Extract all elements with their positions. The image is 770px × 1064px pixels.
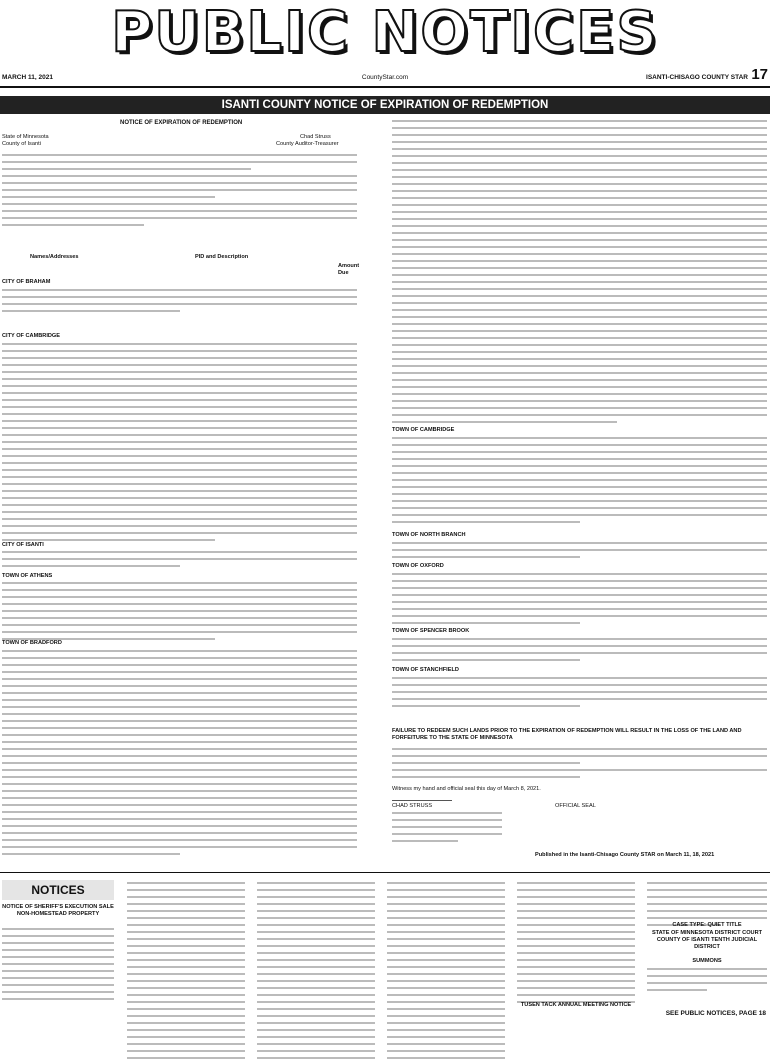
city-cambridge: CITY OF CAMBRIDGE <box>2 333 61 339</box>
signature-name: CHAD STRUSS <box>392 803 433 809</box>
folio-line <box>0 68 770 84</box>
published-line: Published in the Isanti-Chisago County STAR on March 11, 18, 2021 <box>535 852 715 858</box>
notice-heading: NOTICE OF EXPIRATION OF REDEMPTION <box>120 120 243 126</box>
section-rule <box>0 872 770 873</box>
town-stanchfield: TOWN OF STANCHFIELD <box>392 667 459 673</box>
county-line: County of Isanti <box>2 141 41 147</box>
page-number: 17 <box>751 66 768 83</box>
col-header-amount: Amount Due <box>338 263 360 276</box>
col3-body <box>257 882 375 1064</box>
col5-body <box>517 882 635 1008</box>
town-spencer-brook: TOWN OF SPENCER BROOK <box>392 628 470 634</box>
athens-entries <box>2 582 357 645</box>
stanchfield-entries <box>392 677 767 712</box>
notices-label: NOTICES <box>31 883 85 897</box>
isanti-entries <box>2 551 357 572</box>
town-oxford: TOWN OF OXFORD <box>392 563 444 569</box>
town-north-branch: TOWN OF NORTH BRANCH <box>392 532 466 538</box>
issue-date: MARCH 11, 2021 <box>2 74 53 81</box>
col-header-names: Names/Addresses <box>30 254 79 260</box>
town-cambridge: TOWN OF CAMBRIDGE <box>392 427 455 433</box>
top-rule <box>0 86 770 88</box>
witness-line: Witness my hand and official seal this day of March 8, 2021. <box>392 786 541 792</box>
city-isanti: CITY OF ISANTI <box>2 542 44 548</box>
state-line: State of Minnesota <box>2 134 49 140</box>
notice-body-text <box>2 154 357 231</box>
tusen-tack-heading: TUSEN TACK ANNUAL MEETING NOTICE <box>520 1002 632 1008</box>
case-type: CASE TYPE: QUIET TITLE <box>672 922 742 928</box>
masthead <box>0 0 770 66</box>
masthead-title: PUBLIC NOTICES <box>111 0 659 65</box>
failure-body <box>392 748 767 783</box>
officer-name: Chad Struss <box>300 134 331 140</box>
bradford-entries <box>2 650 357 860</box>
official-seal: OFFICIAL SEAL <box>555 803 596 809</box>
braham-entries <box>2 289 357 317</box>
city-braham: CITY OF BRAHAM <box>2 279 51 285</box>
summons-body <box>647 968 767 996</box>
town-cambridge-entries <box>392 437 767 528</box>
failure-heading: FAILURE TO REDEEM SUCH LANDS PRIOR TO THE EXPIRATION OF REDEMPTION WILL RESULT IN THE LOSS OF THE LAND AND FORFEITURE TO THE STATE OF MINNESOTA <box>392 728 742 741</box>
continue-footer[interactable]: SEE PUBLIC NOTICES, PAGE 18 <box>665 1010 766 1017</box>
section-banner <box>0 96 770 114</box>
town-bradford: TOWN OF BRADFORD <box>2 640 62 646</box>
col2-body <box>127 882 245 1064</box>
spencer-brook-entries <box>392 638 767 666</box>
notices-label-box <box>2 880 114 900</box>
north-branch-entries <box>392 542 767 563</box>
town-athens: TOWN OF ATHENS <box>2 573 53 579</box>
sheriff-sale-body <box>2 928 114 1005</box>
court-name: STATE OF MINNESOTA DISTRICT COURT COUNTY OF ISANTI TENTH JUDICIAL DISTRICT <box>651 930 763 950</box>
banner-title: ISANTI COUNTY NOTICE OF EXPIRATION OF REDEMPTION <box>221 99 549 111</box>
oxford-entries <box>392 573 767 629</box>
officer-title: County Auditor-Treasurer <box>276 141 339 147</box>
right-col-entries <box>392 120 767 428</box>
site-link[interactable]: CountyStar.com <box>361 74 409 81</box>
summons-heading: SUMMONS <box>692 958 722 964</box>
paper-name: ISANTI-CHISAGO COUNTY STAR <box>646 74 748 81</box>
signature-line <box>392 800 452 801</box>
cambridge-entries <box>2 343 357 546</box>
signature-block <box>392 812 502 847</box>
col4-body <box>387 882 505 1064</box>
sheriff-sale-heading: NOTICE OF SHERIFF'S EXECUTION SALE NON-HOMESTEAD PROPERTY <box>2 904 114 917</box>
col-header-pid: PID and Description <box>195 254 249 260</box>
